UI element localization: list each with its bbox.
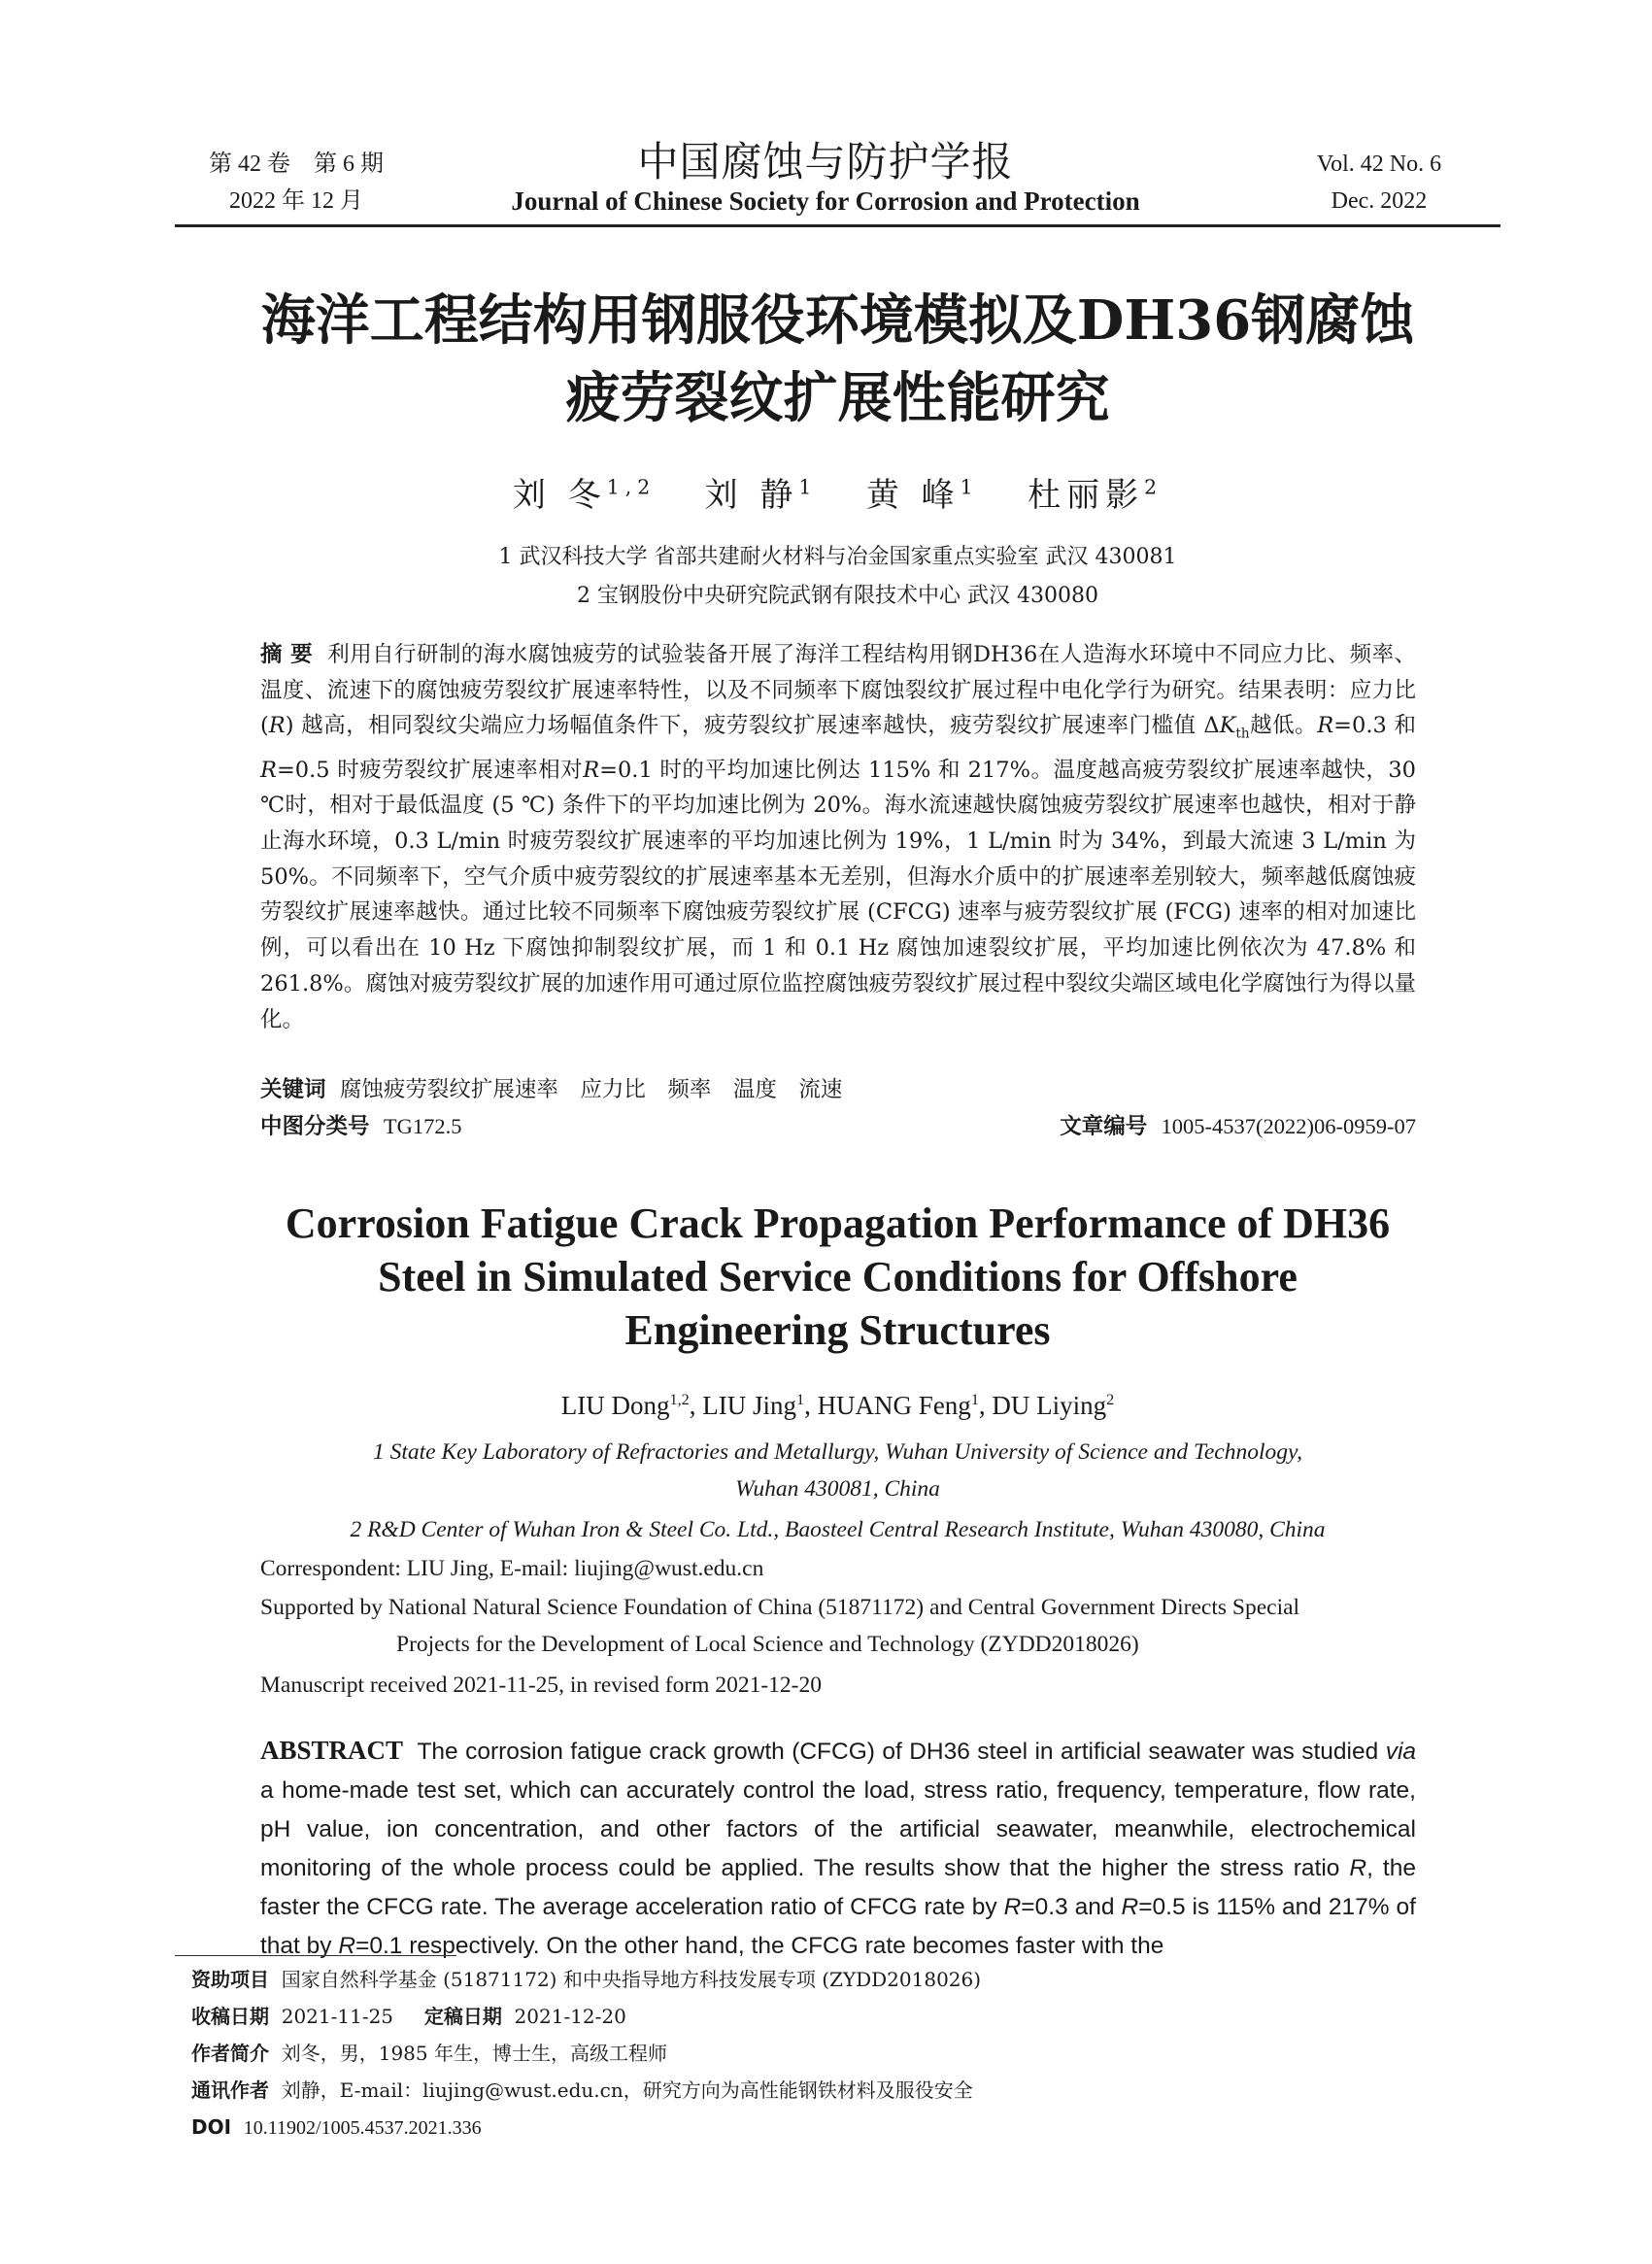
keywords-cn-label: 关键词 (260, 1077, 326, 1102)
footnote-rule (175, 1955, 456, 1956)
journal-title-en: Journal of Chinese Society for Corrosion and Protection (511, 186, 1140, 216)
author-cn: 黄 峰$^1$ (865, 475, 979, 515)
author-en: DU Liying$^2$ (992, 1391, 1115, 1420)
keywords-cn-value: 腐蚀疲劳裂纹扩展速率 应力比 频率 温度 流速 (339, 1077, 843, 1102)
title-en-line1: Corrosion Fatigue Crack Propagation Performance of DH36 (285, 1200, 1391, 1247)
date-en: Dec. 2022 (1331, 188, 1428, 214)
abstract-cn-label: 摘 要 (260, 642, 314, 667)
authors-en (175, 1391, 1500, 1421)
paper-title-en (175, 1197, 1500, 1357)
volume-issue-cn: 第 42 卷 第 6 期 (209, 152, 384, 177)
footnote-corresponding: 通讯作者 刘静，E-mail：liujing@wust.edu.cn，研究方向为高性能钢铁材料及服役安全 (191, 2078, 973, 2102)
title-en-line3: Engineering Structures (624, 1306, 1051, 1354)
footnote-doi: DOI 10.11902/1005.4537.2021.336 (191, 2115, 482, 2139)
author-en: LIU Jing$^1$, (702, 1391, 818, 1420)
article-number-label: 文章编号 (1060, 1114, 1148, 1139)
affiliation-cn-1: 1 武汉科技大学 省部共建耐火材料与冶金国家重点实验室 武汉 430081 (498, 545, 1177, 569)
author-cn: 刘 冬$^{1,2}$ (512, 475, 657, 515)
footnote-dates: 收稿日期 2021-11-25 定稿日期 2021-12-20 (191, 2005, 626, 2028)
author-en: LIU Dong$^{1,2}$, (560, 1391, 703, 1420)
article-number (1060, 1109, 1416, 1140)
title-cn-line1: 海洋工程结构用钢服役环境模拟及DH36钢腐蚀 (260, 288, 1415, 353)
date-cn: 2022 年 12 月 (229, 188, 363, 214)
clc-value: TG172.5 (383, 1114, 462, 1138)
manuscript-dates: Manuscript received 2021-11-25, in revised form 2021-12-20 (260, 1673, 822, 1698)
authors-cn (175, 468, 1500, 516)
clc-label: 中图分类号 (260, 1114, 370, 1139)
keywords-cn (260, 1072, 842, 1103)
author-cn: 刘 静$^1$ (704, 475, 818, 515)
journal-title-cn: 中国腐蚀与防护学报 (637, 138, 1014, 186)
abstract-cn: 摘 要 利用自行研制的海水腐蚀疲劳的试验装备开展了海洋工程结构用钢DH36在人造海水环境中不同应力比、频率、温度、流速下的腐蚀疲劳裂纹扩展速率特性，以及不同频率下腐蚀裂纹扩展过程中电化学行为研究。结果表明：应力比 (R) 越高，相同裂纹尖端应力场幅值条件下，疲劳裂纹扩展速率越快，疲劳裂纹扩展速率门槛值 $\Delta K_{th}$越低。R=0.3 和R=0.5 时疲劳裂纹扩展速率相对R=0.1 时的平均加速比例达 115% 和 217%。温度越高疲劳裂纹扩展速率越快，30 ℃时，相对于最低温度 (5 ℃) 条件下的平均加速比例为 20%。海水流速越快腐蚀疲劳裂纹扩展速率也越快，相对于静止海水环境，0.3 L/min 时疲劳裂纹扩展速率的平均加速比例为 19%，1 L/min 时为 34%，到最大流速 3 L/min 为 50%。不同频率下，空气介质中疲劳裂纹的扩展速率基本无差别，但海水介质中的扩展速率差别较大，频率越低腐蚀疲劳裂纹扩展速率越快。通过比较不同频率下腐蚀疲劳裂纹扩展 (CFCG) 速率与疲劳裂纹扩展 (FCG) 速率的相对加速比例，可以看出在 10 Hz 下腐蚀抑制裂纹扩展，而 1 和 0.1 Hz 腐蚀加速裂纹扩展，平均加速比例依次为 47.8% 和 261.8%。腐蚀对疲劳裂纹扩展的加速作用可通过原位监控腐蚀疲劳裂纹扩展过程中裂纹尖端区域电化学腐蚀行为得以量化。 (260, 642, 1416, 1032)
header-left (194, 146, 398, 220)
author-cn: 杜丽影$^2$ (1028, 475, 1163, 515)
author-en: HUANG Feng$^1$, (817, 1391, 993, 1420)
volume-issue-en: Vol. 42 No. 6 (1316, 152, 1442, 177)
title-en-line2: Steel in Simulated Service Conditions for Offshore (378, 1253, 1298, 1301)
classification-line (260, 1109, 1416, 1140)
affiliation-en-1: 1 State Key Laboratory of Refractories and Metallurgy, Wuhan University of Science and Technology, Wuhan 430081, China (372, 1439, 1303, 1502)
support-en: Supported by National Natural Science Foundation of China (51871172) and Central Government Directs Special Projects for the Development of Local Science and Technology (ZYDD2018026) (260, 1595, 1300, 1657)
paper-title-cn (175, 282, 1500, 437)
footnote-fund: 资助项目 国家自然科学基金 (51871172) 和中央指导地方科技发展专项 (ZYDD2018026) (191, 1968, 982, 1991)
title-cn-line2: 疲劳裂纹扩展性能研究 (565, 366, 1110, 430)
footnote-bio: 作者简介 刘冬，男，1985 年生，博士生，高级工程师 (191, 2042, 667, 2065)
header-right (1263, 146, 1496, 220)
affiliation-en-2: 2 R&D Center of Wuhan Iron & Steel Co. Ltd., Baosteel Central Research Institute, Wuhan 430080, China (350, 1517, 1326, 1542)
article-number-value: 1005-4537(2022)06-0959-07 (1161, 1114, 1416, 1138)
header-rule (175, 224, 1500, 227)
affiliation-cn-2: 2 宝钢股份中央研究院武钢有限技术中心 武汉 430080 (577, 584, 1098, 608)
abstract-en-label: ABSTRACT (260, 1736, 404, 1765)
correspondent-en: Correspondent: LIU Jing, E-mail: liujing@wust.edu.cn (260, 1556, 764, 1581)
abstract-en: ABSTRACT The corrosion fatigue crack growth (CFCG) of DH36 steel in artificial seawater was studied via a home-made test set, which can accurately control the load, stress ratio, frequency, temperature, flow rate, pH value, ion concentration, and other factors of the artificial seawater, meanwhile, electrochemical monitoring of the whole process could be applied. The results show that the higher the stress ratio R, the faster the CFCG rate. The average acceleration ratio of CFCG rate by R=0.3 and R=0.5 is 115% and 217% of that by R=0.1 respectively. On the other hand, the CFCG rate becomes faster with the (260, 1736, 1417, 1959)
